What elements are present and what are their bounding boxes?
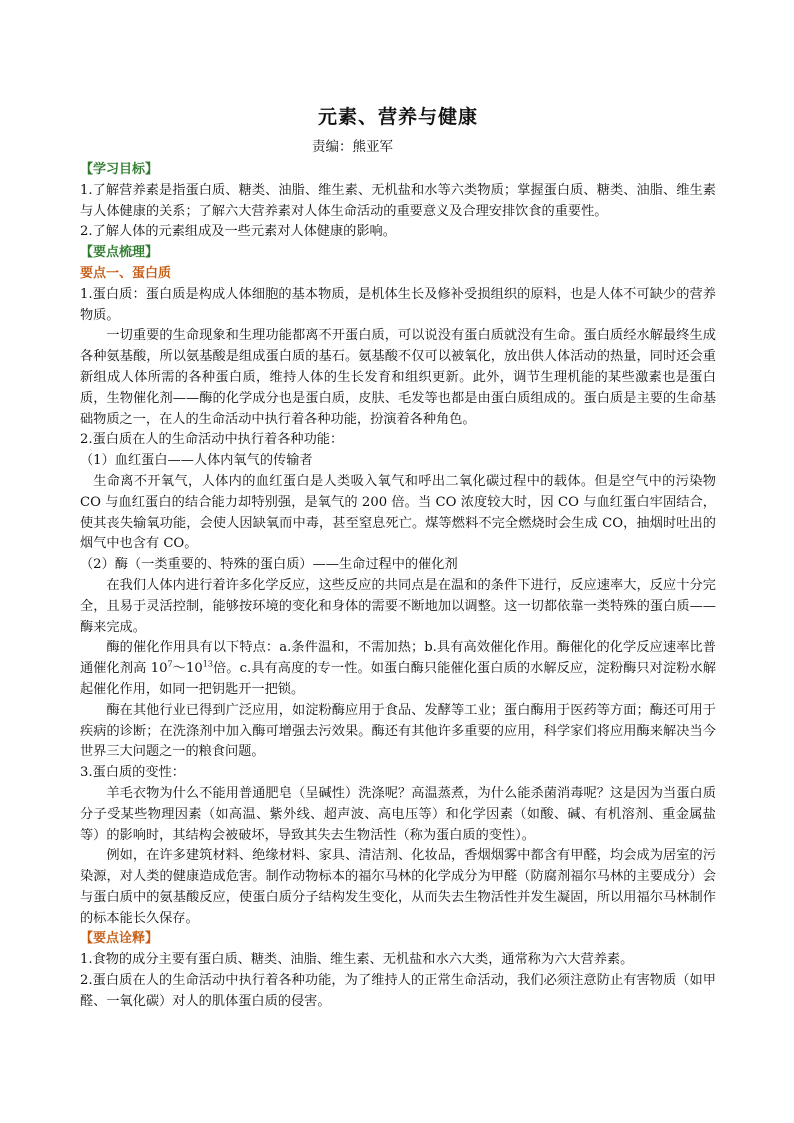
goal-item-2: 2.了解人体的元素组成及一些元素对人体健康的影响。 <box>80 224 396 240</box>
document-body <box>80 160 716 1013</box>
subheading: （2）酶（一类重要的、特殊的蛋白质）——生命过程中的催化剂 <box>80 557 458 573</box>
paragraph: 例如，在许多建筑材料、绝缘材料、家具、清洁剂、化妆品，香烟烟雾中都含有甲醛，均会成为居室的污染源，对人类的健康造成危害。制作动物标本的福尔马林的化学成分为甲醛（防腐剂福尔马林的主要成分）会与蛋白质中的氨基酸反应，使蛋白质分子结构发生变化，从而失去生物活性并发生凝固，所以用福尔马林制作的标本能长久保存。 <box>80 848 716 926</box>
superscript: 13 <box>202 659 213 669</box>
text-run: 倍。c.具有高度的专一性。如蛋白酶只能催化蛋白质的水解反应，淀粉酶只对淀粉水解起催化作用，如同一把钥匙开一把锁。 <box>80 661 716 697</box>
text-run: ～10 <box>172 661 203 677</box>
paragraph: 在我们人体内进行着许多化学反应，这些反应的共同点是在温和的条件下进行，反应速率大，反应十分完全，且易于灵活控制，能够按环境的变化和身体的需要不断地加以调整。这一切都依靠一类特殊的蛋白质——酶来完成。 <box>80 577 716 635</box>
subheading: （1）血红蛋白——人体内氧气的传输者 <box>80 453 313 469</box>
superscript: 7 <box>167 659 173 669</box>
paragraph: 1.蛋白质：蛋白质是构成人体细胞的基本物质，是机体生长及修补受损组织的原料，也是人体不可缺少的营养物质。 <box>80 286 716 323</box>
paragraph: 生命离不开氧气，人体内的血红蛋白是人类吸入氧气和呼出二氧化碳过程中的载体。但是空气中的污染物 CO 与血红蛋白的结合能力却特别强，是氧气的 200 倍。当 CO 浓度较大时，因 CO 与血红蛋白牢固结合，使其丧失输氧功能，会使人因缺氧而中毒，甚至窒息死亡。煤等燃料不完全燃烧时会生成 CO，抽烟时吐出的烟气中也含有 CO。 <box>80 473 716 552</box>
page-title: 元素、营养与健康 <box>317 106 478 128</box>
paragraph: 2.蛋白质在人的生命活动中执行着各种功能： <box>80 432 344 448</box>
paragraph: 羊毛衣物为什么不能用普通肥皂（呈碱性）洗涤呢？高温蒸煮，为什么能杀菌消毒呢？这是因为当蛋白质分子受某些物理因素（如高温、紫外线、超声波、高电压等）和化学因素（如酸、碱、有机溶剂、重金属盐等）的影响时，其结构会被破坏，导致其失去生物活性（称为蛋白质的变性）。 <box>80 785 716 843</box>
editor-line: 责编：熊亚军 <box>312 139 393 155</box>
point1-heading: 要点一、蛋白质 <box>80 265 172 281</box>
explain-heading: 【要点诠释】 <box>80 931 159 947</box>
paragraph-enzyme-features <box>80 638 716 700</box>
goals-heading: 【学习目标】 <box>80 162 159 177</box>
paragraph: 一切重要的生命现象和生理功能都离不开蛋白质，可以说没有蛋白质就没有生命。蛋白质经水解最终生成各种氨基酸，所以氨基酸是组成蛋白质的基石。氨基酸不仅可以被氧化，放出供人体活动的热量，同时还会重新组成人体所需的各种蛋白质，维持人体的生长发育和组织更新。此外，调节生理机能的某些激素也是蛋白质，生物催化剂——酶的化学成分也是蛋白质，皮肤、毛发等也都是由蛋白质组成的。蛋白质是主要的生命基础物质之一，在人的生命活动中执行着各种功能，扮演着各种角色。 <box>80 328 716 427</box>
paragraph: 3.蛋白质的变性： <box>80 765 185 781</box>
points-heading: 【要点梳理】 <box>80 245 159 261</box>
paragraph: 酶在其他行业已得到广泛应用，如淀粉酶应用于食品、发酵等工业；蛋白酶用于医药等方面；酶还可用于疾病的诊断；在洗涤剂中加入酶可增强去污效果。酶还有其他许多重要的应用，科学家们将应用酶来解决当今世界三大问题之一的粮食问题。 <box>80 702 716 760</box>
paragraph: 1.食物的成分主要有蛋白质、糖类、油脂、维生素、无机盐和水六大类，通常称为六大营养素。 <box>80 952 634 968</box>
goal-item-1: 1.了解营养素是指蛋白质、糖类、油脂、维生素、无机盐和水等六类物质；掌握蛋白质、糖类、油脂、维生素与人体健康的关系；了解六大营养素对人体生命活动的重要意义及合理安排饮食的重要性。 <box>80 182 716 219</box>
paragraph: 2.蛋白质在人的生命活动中执行着各种功能，为了维持人的正常生命活动，我们必须注意防止有害物质（如甲醛、一氧化碳）对人的肌体蛋白质的侵害。 <box>80 973 716 1009</box>
text-run: 酶的催化作用具有以下特点：a.条件温和，不需加热；b.具有高效催化作用。酶催化的化学反应速率比普通催化剂高 10 <box>80 640 716 677</box>
